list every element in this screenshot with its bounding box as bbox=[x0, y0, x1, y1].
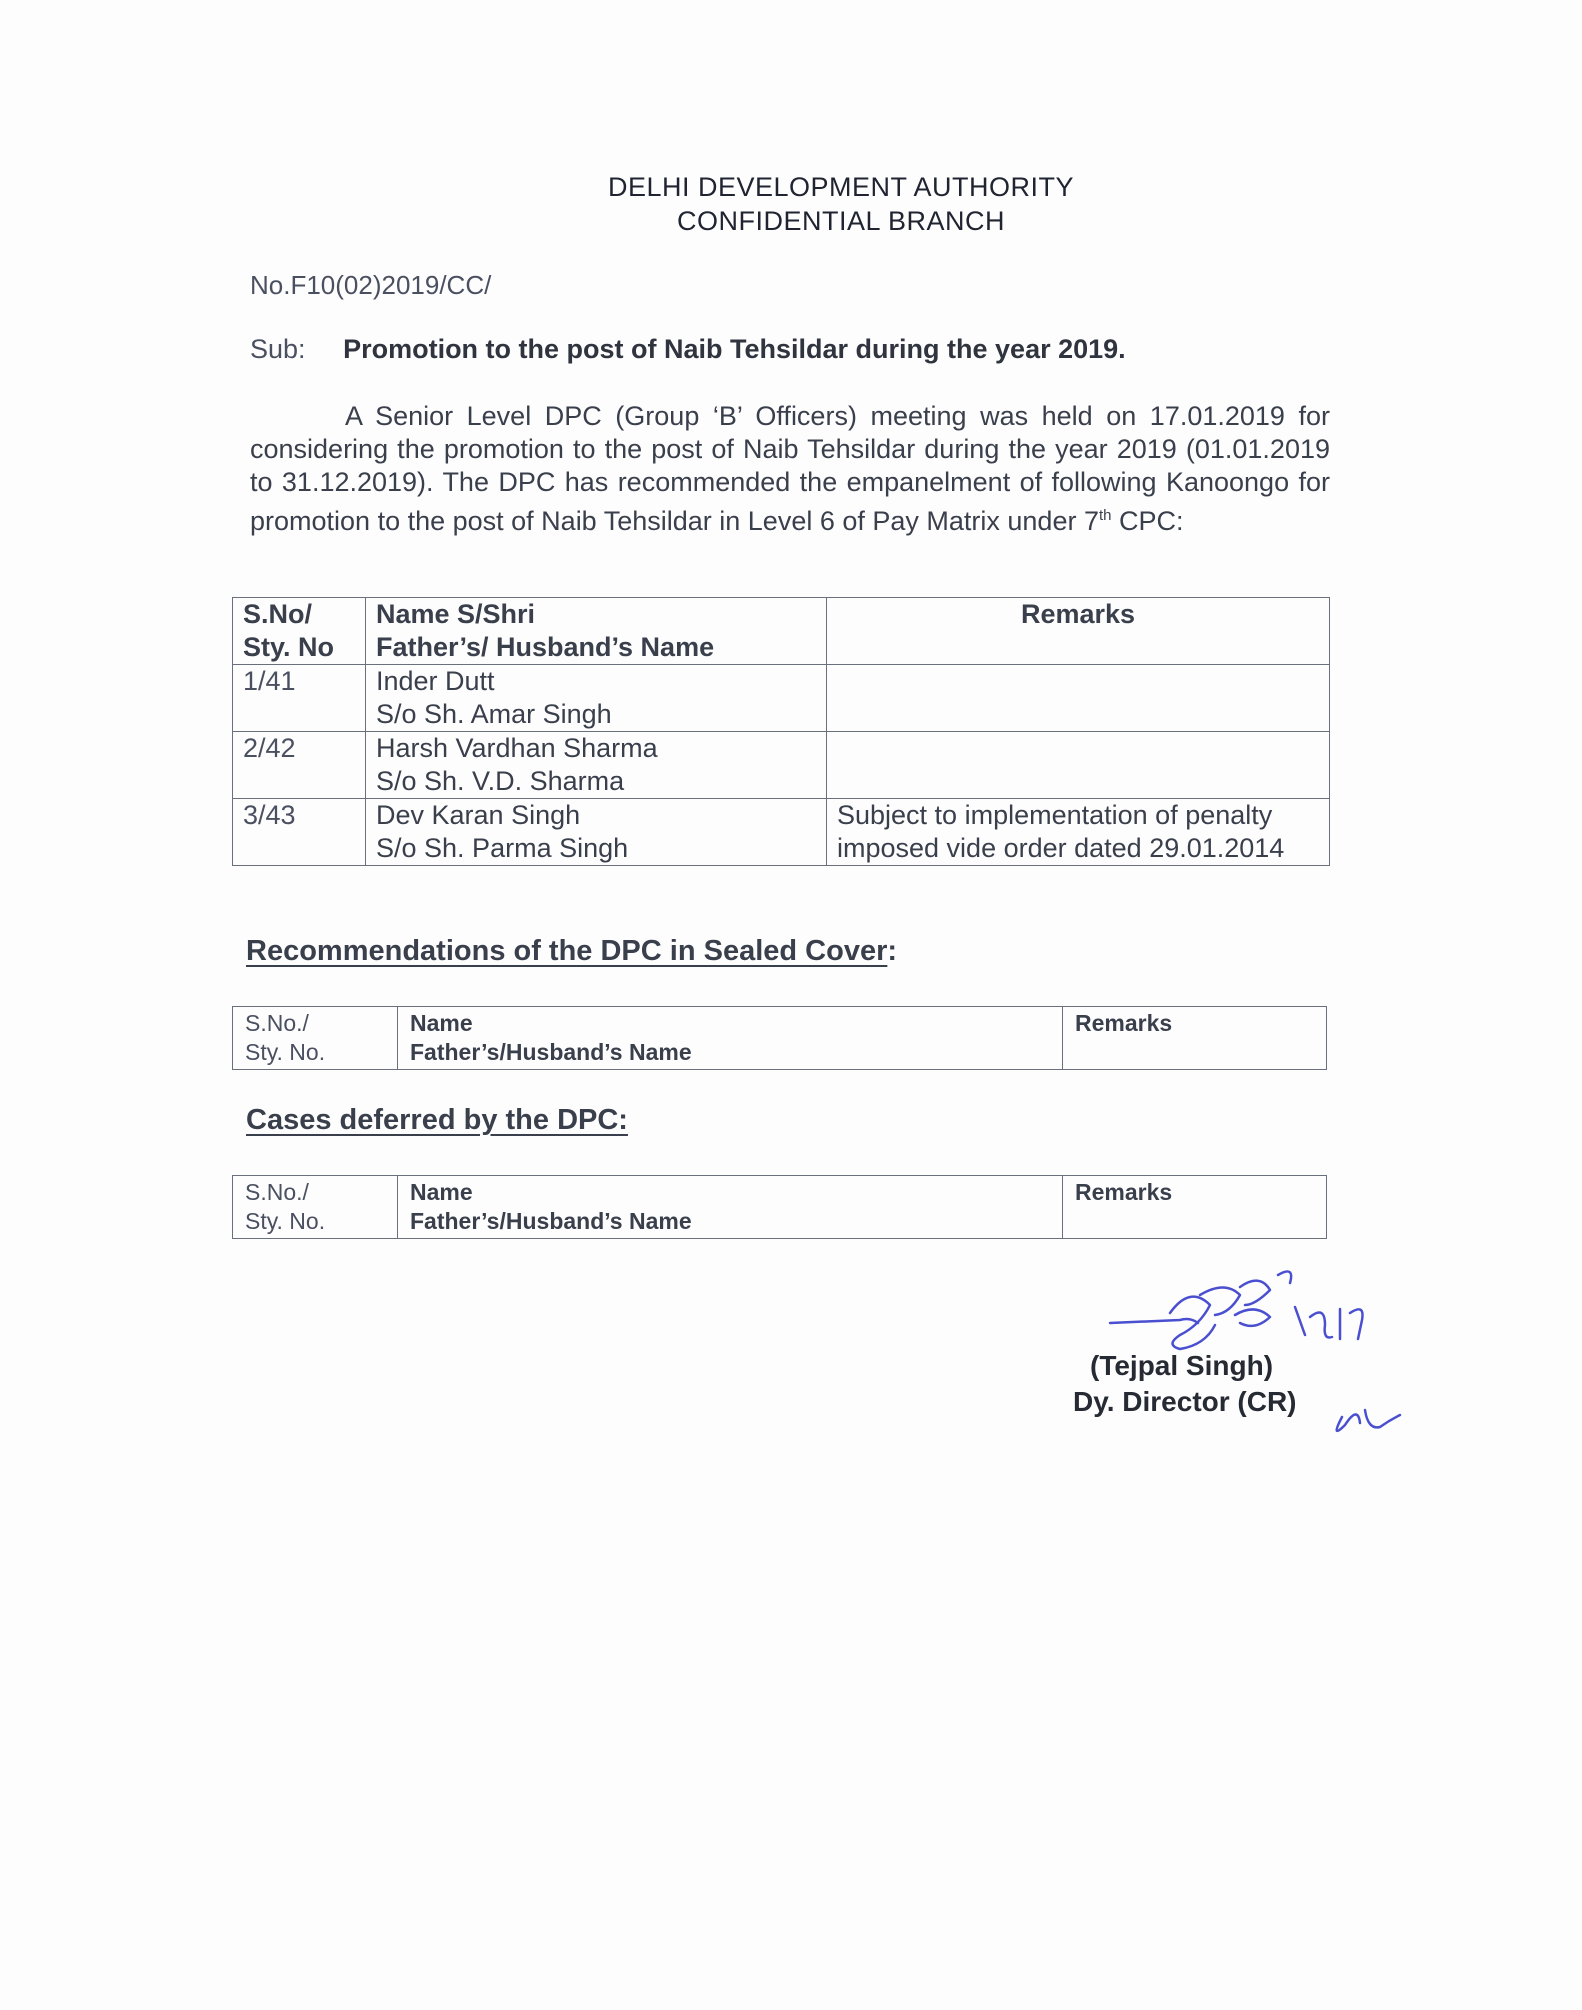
name-cell bbox=[366, 665, 827, 732]
name-header bbox=[366, 598, 827, 665]
subject-text: Promotion to the post of Naib Tehsildar during the year 2019. bbox=[343, 334, 1126, 364]
candidate-name: Dev Karan Singh bbox=[376, 800, 581, 830]
candidate-name: Inder Dutt bbox=[376, 666, 495, 696]
candidate-name: Harsh Vardhan Sharma bbox=[376, 733, 658, 763]
remarks-header: Remarks bbox=[1063, 1176, 1327, 1239]
branch-name: CONFIDENTIAL BRANCH bbox=[676, 206, 1006, 236]
sno-header-line1: S.No./ bbox=[245, 1179, 309, 1205]
sno-header-line1: S.No./ bbox=[245, 1010, 309, 1036]
paragraph-superscript: th bbox=[1098, 507, 1112, 524]
name-cell bbox=[366, 732, 827, 799]
sno-header bbox=[233, 598, 366, 665]
name-cell bbox=[366, 799, 827, 866]
signatory-name: (Tejpal Singh) bbox=[1090, 1350, 1274, 1381]
table-row bbox=[233, 665, 1330, 732]
promotion-table bbox=[232, 597, 1330, 866]
sealed-cover-colon: : bbox=[887, 935, 898, 967]
subject-line bbox=[250, 334, 1126, 365]
sealed-cover-heading bbox=[246, 935, 897, 968]
body-paragraph bbox=[250, 400, 1330, 538]
deferred-heading: Cases deferred by the DPC: bbox=[246, 1104, 628, 1136]
table-header-row bbox=[233, 1176, 1327, 1239]
sno-header bbox=[233, 1176, 398, 1239]
paragraph-text: A Senior Level DPC (Group ‘B’ Officers) meeting was held on 17.01.2019 for considering the promotion to the post of Naib Tehsildar during the year 2019 (01.01.2019 to 31.12.2019). The DPC has recommended the empanelment of following Kanoongo for promotion to the post of Naib Tehsildar in Level 6 of Pay Matrix under 7 bbox=[250, 401, 1330, 536]
name-header-line2: Father’s/Husband’s Name bbox=[410, 1039, 692, 1065]
candidate-relation: S/o Sh. Parma Singh bbox=[376, 833, 629, 863]
sealed-cover-title: Recommendations of the DPC in Sealed Cover bbox=[246, 935, 888, 967]
sno-cell: 3/43 bbox=[233, 799, 366, 866]
candidate-relation: S/o Sh. Amar Singh bbox=[376, 699, 612, 729]
remarks-cell bbox=[827, 732, 1330, 799]
deferred-table bbox=[232, 1175, 1327, 1239]
sno-header-line1: S.No/ bbox=[243, 599, 313, 629]
sno-cell: 1/41 bbox=[233, 665, 366, 732]
table-row bbox=[233, 799, 1330, 866]
organization-name: DELHI DEVELOPMENT AUTHORITY bbox=[607, 172, 1075, 202]
name-header-line2: Father’s/Husband’s Name bbox=[410, 1208, 692, 1234]
signatory-designation: Dy. Director (CR) bbox=[1073, 1386, 1297, 1417]
sealed-cover-table bbox=[232, 1006, 1327, 1070]
name-header-line1: Name S/Shri bbox=[376, 599, 536, 629]
table-header-row bbox=[233, 598, 1330, 665]
letterhead bbox=[0, 170, 1582, 238]
table-row bbox=[233, 732, 1330, 799]
sno-cell: 2/42 bbox=[233, 732, 366, 799]
candidate-relation: S/o Sh. V.D. Sharma bbox=[376, 766, 625, 796]
sno-header bbox=[233, 1007, 398, 1070]
remarks-cell: Subject to implementation of penalty imposed vide order dated 29.01.2014 bbox=[827, 799, 1330, 866]
remarks-cell bbox=[827, 665, 1330, 732]
name-header-line2: Father’s/ Husband’s Name bbox=[376, 632, 715, 662]
sno-header-line2: Sty. No bbox=[243, 632, 335, 662]
name-header-line1: Name bbox=[410, 1010, 473, 1036]
remarks-header: Remarks bbox=[1063, 1007, 1327, 1070]
table-header-row bbox=[233, 1007, 1327, 1070]
subject-label: Sub: bbox=[250, 334, 306, 364]
reference-number: No.F10(02)2019/CC/ bbox=[250, 270, 492, 300]
remarks-header: Remarks bbox=[827, 598, 1330, 665]
sno-header-line2: Sty. No. bbox=[245, 1039, 326, 1065]
name-header bbox=[398, 1176, 1063, 1239]
sno-header-line2: Sty. No. bbox=[245, 1208, 326, 1234]
paragraph-end: CPC: bbox=[1111, 506, 1184, 536]
name-header-line1: Name bbox=[410, 1179, 473, 1205]
name-header bbox=[398, 1007, 1063, 1070]
